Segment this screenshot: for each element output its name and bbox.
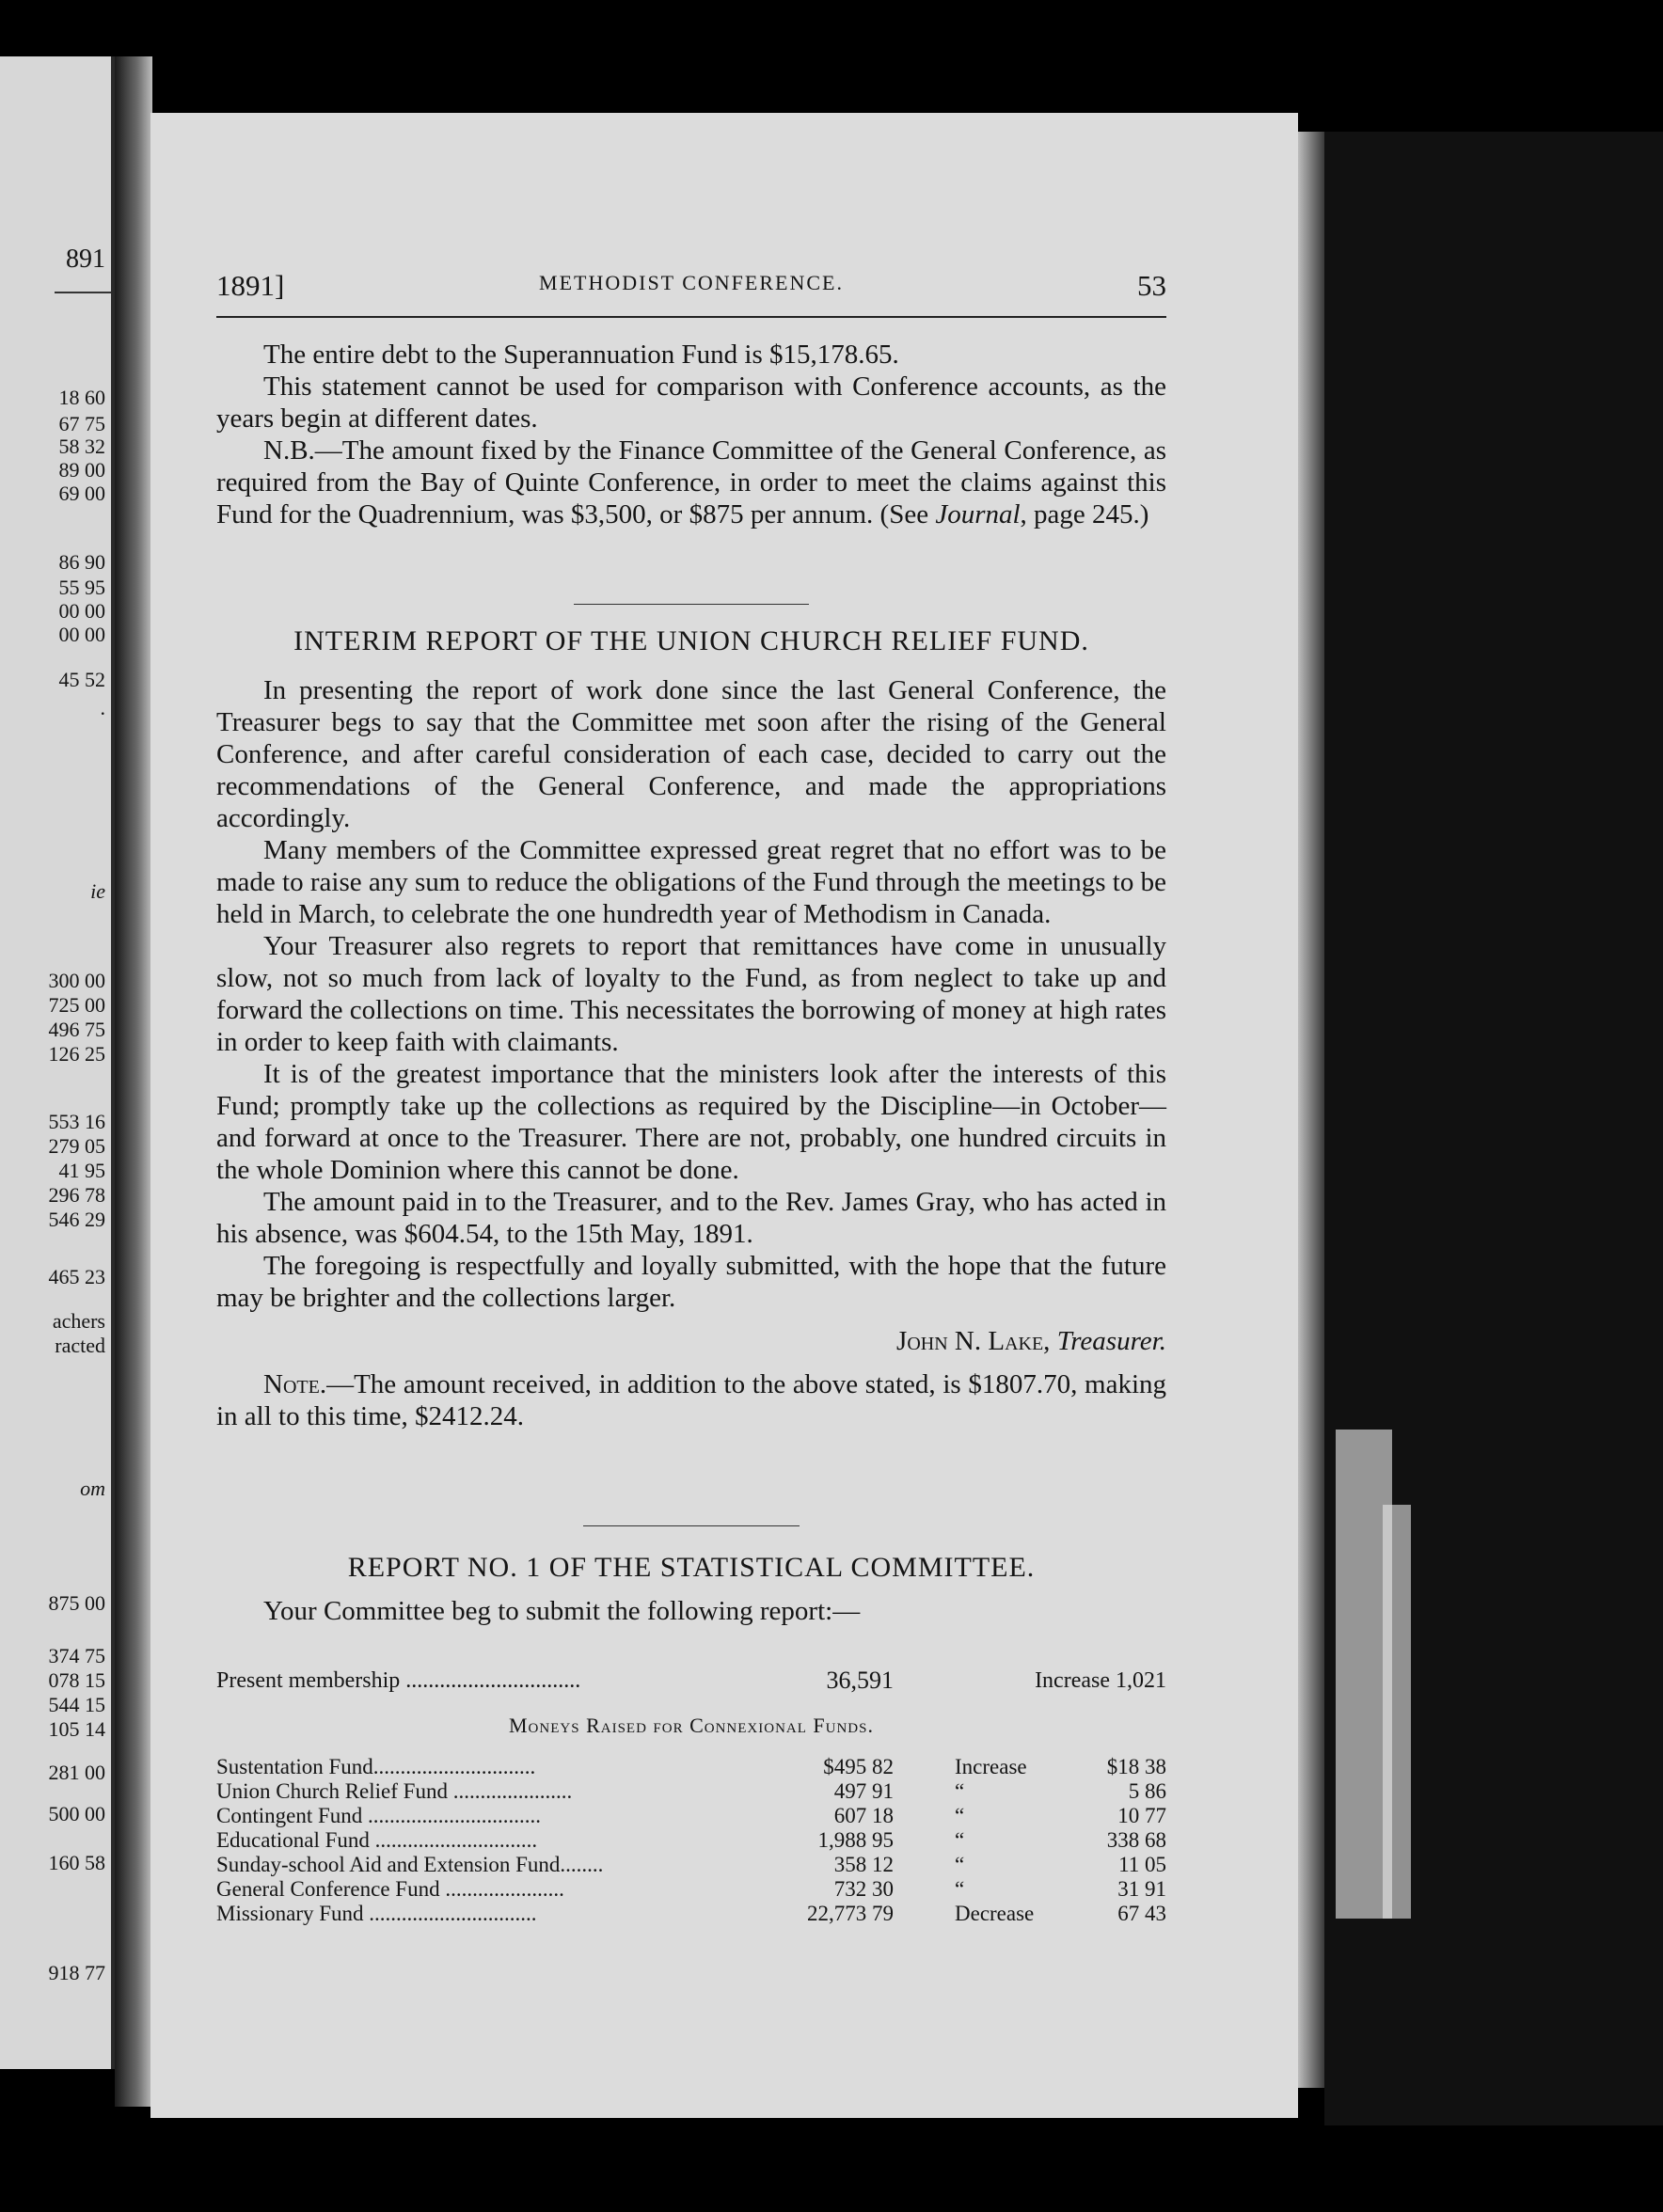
left-page-number: achers (52, 1309, 105, 1333)
fund-label: Missionary Fund ............................... (216, 1902, 537, 1925)
fund-difference: 67 43 (1117, 1902, 1166, 1925)
fund-row (216, 1776, 1166, 1803)
left-page-number: 553 16 (48, 1110, 105, 1133)
fund-change: “ (955, 1877, 965, 1901)
debt-statement: The entire debt to the Superannuation Fund is $15,178.65. (263, 340, 899, 370)
left-page-number: 18 60 (58, 386, 105, 409)
fund-change: “ (955, 1828, 965, 1852)
left-page-number: 725 00 (48, 993, 105, 1017)
book-gutter (115, 56, 152, 2107)
union-paragraph: The amount paid in to the Treasurer, and to the Rev. James Gray, who has acted in his absence, was $604.54, to the 15th May, 1891. (216, 1187, 1166, 1249)
left-page-number: 078 15 (48, 1668, 105, 1692)
left-page-number: 00 00 (58, 623, 105, 646)
union-report (216, 625, 1166, 1432)
left-page-number: 281 00 (48, 1761, 105, 1784)
left-page-number: 67 75 (58, 412, 105, 435)
header-year: 1891] (216, 269, 285, 302)
header-title: METHODIST CONFERENCE. (539, 271, 844, 294)
fund-label: General Conference Fund ...................... (216, 1877, 564, 1901)
funds-heading: Moneys Raised for Connexional Funds. (509, 1714, 874, 1737)
fund-amount: 607 18 (833, 1804, 894, 1827)
left-page-number: 374 75 (48, 1644, 105, 1667)
fund-change: Decrease (955, 1902, 1035, 1925)
fund-amount: $495 82 (823, 1755, 894, 1778)
intro-section (216, 339, 1166, 530)
left-page-fragment (0, 56, 115, 2069)
left-page-number: 69 00 (58, 482, 105, 505)
fund-difference: 31 91 (1117, 1877, 1166, 1901)
fund-label: Sustentation Fund.............................. (216, 1755, 536, 1778)
statistical-heading: REPORT NO. 1 OF THE STATISTICAL COMMITTEE. (347, 1552, 1036, 1583)
left-page-number: 500 00 (48, 1802, 105, 1825)
journal-title: Journal (935, 499, 1021, 529)
left-page-number: 45 52 (58, 668, 105, 691)
left-page-number: 00 00 (58, 599, 105, 623)
fund-amount: 1,988 95 (817, 1828, 894, 1852)
left-page-number: 546 29 (48, 1208, 105, 1231)
fund-label: Educational Fund .............................. (216, 1828, 538, 1852)
membership-value: 36,591 (826, 1667, 894, 1694)
membership-row (216, 1665, 1166, 1697)
left-page-number: 105 14 (48, 1717, 105, 1741)
left-page-number: 496 75 (48, 1018, 105, 1041)
fund-change: “ (955, 1804, 965, 1827)
page-stack-light (1383, 1505, 1411, 1919)
left-page-rule (55, 292, 111, 293)
section-rule (583, 1525, 800, 1526)
left-page-number: 279 05 (48, 1134, 105, 1158)
union-paragraph: It is of the greatest importance that the ministers look after the interests of this Fund; promptly take up the collections as required by the Discipline—in October—and forward at once to the Treasurer. There are not, probably, one hundred circuits in the whole Dominion where this cannot be done. (216, 1059, 1166, 1185)
union-report-heading: INTERIM REPORT OF THE UNION CHURCH RELIEF FUND. (293, 625, 1089, 656)
nb-paragraph: N.B.—The amount fixed by the Finance Committee of the General Conference, as required from the Bay of Quinte Conference, in order to meet the claims against this Fund for the Quadrennium, was $3,500, or $875 per annum. (See Journal, page 245.) (216, 435, 1166, 529)
fund-amount: 22,773 79 (807, 1902, 894, 1925)
union-paragraph: In presenting the report of work done since the last General Conference, the Treasurer begs to say that the Committee met soon after the rising of the General Conference, and after careful consideration of each case, decided to carry out the recommendations of the General Conference, and made the appropriations accordingly. (216, 675, 1166, 833)
left-page-number: 86 90 (58, 550, 105, 574)
left-page-number: 89 00 (58, 458, 105, 482)
membership-increase: Increase 1,021 (1035, 1668, 1166, 1693)
fund-label: Contingent Fund ................................ (216, 1804, 542, 1827)
left-page-number: 300 00 (48, 969, 105, 992)
left-page-number: 58 32 (58, 434, 105, 458)
fund-difference: $18 38 (1106, 1755, 1166, 1778)
left-page-number: 41 95 (58, 1159, 105, 1182)
fund-difference: 10 77 (1117, 1804, 1166, 1827)
fund-amount: 358 12 (833, 1853, 894, 1876)
union-paragraph: Many members of the Committee expressed great regret that no effort was to be made to raise any sum to reduce the obligations of the Fund through the meetings to be held in March, to celebrate the one hundredth year of Methodism in Canada. (216, 835, 1166, 929)
fund-difference: 338 68 (1106, 1828, 1166, 1852)
fund-difference: 5 86 (1128, 1779, 1166, 1803)
page-edge (1298, 132, 1324, 2088)
left-page-number: racted (55, 1334, 105, 1357)
left-page-year: 891 (66, 245, 105, 274)
left-page-number: ie (90, 879, 105, 903)
left-page-number: 55 95 (58, 576, 105, 599)
header-rule (216, 316, 1166, 318)
fund-row (216, 1873, 1166, 1901)
statistical-intro: Your Committee beg to submit the following report:— (263, 1596, 861, 1626)
statistical-report (216, 1552, 1166, 1627)
note-paragraph: Note.—The amount received, in addition to the above stated, is $1807.70, making in all to this time, $2412.24. (216, 1369, 1166, 1431)
fund-amount: 732 30 (833, 1877, 894, 1901)
fund-difference: 11 05 (1118, 1853, 1166, 1876)
left-page-number: om (80, 1477, 105, 1500)
left-page-number: 875 00 (48, 1591, 105, 1615)
running-header (216, 269, 1166, 307)
fund-label: Sunday-school Aid and Extension Fund........ (216, 1853, 604, 1876)
left-page-number: 544 15 (48, 1693, 105, 1716)
left-page-number: . (100, 696, 105, 719)
fund-row (216, 1849, 1166, 1876)
signature: John N. Lake, Treasurer. (896, 1326, 1166, 1356)
fund-amount: 497 91 (833, 1779, 894, 1803)
left-page-number: 296 78 (48, 1183, 105, 1207)
union-paragraph: The foregoing is respectfully and loyally submitted, with the hope that the future may be brighter and the collections larger. (216, 1251, 1166, 1313)
comparison-statement: This statement cannot be used for comparison with Conference accounts, as the years begin at different dates. (216, 371, 1166, 434)
fund-row (216, 1898, 1166, 1925)
page-number: 53 (1137, 269, 1166, 302)
fund-row (216, 1825, 1166, 1852)
left-page-number: 465 23 (48, 1265, 105, 1288)
left-page-number: 126 25 (48, 1042, 105, 1066)
fund-label: Union Church Relief Fund ...................... (216, 1779, 573, 1803)
left-page-number: 160 58 (48, 1851, 105, 1874)
fund-row (216, 1751, 1166, 1776)
fund-change: Increase (955, 1755, 1027, 1778)
left-page-number: 918 77 (48, 1961, 105, 1984)
fund-change: “ (955, 1853, 965, 1876)
fund-change: “ (955, 1779, 965, 1803)
fund-row (216, 1800, 1166, 1825)
membership-label: Present membership ............................... (216, 1668, 581, 1693)
union-paragraph: Your Treasurer also regrets to report that remittances have come in unusually slow, not so much from lack of loyalty to the Fund, as from neglect to take up and forward the collections on time. This necessitates the borrowing of money at high rates in order to keep faith with claimants. (216, 931, 1166, 1057)
section-rule (574, 604, 809, 605)
